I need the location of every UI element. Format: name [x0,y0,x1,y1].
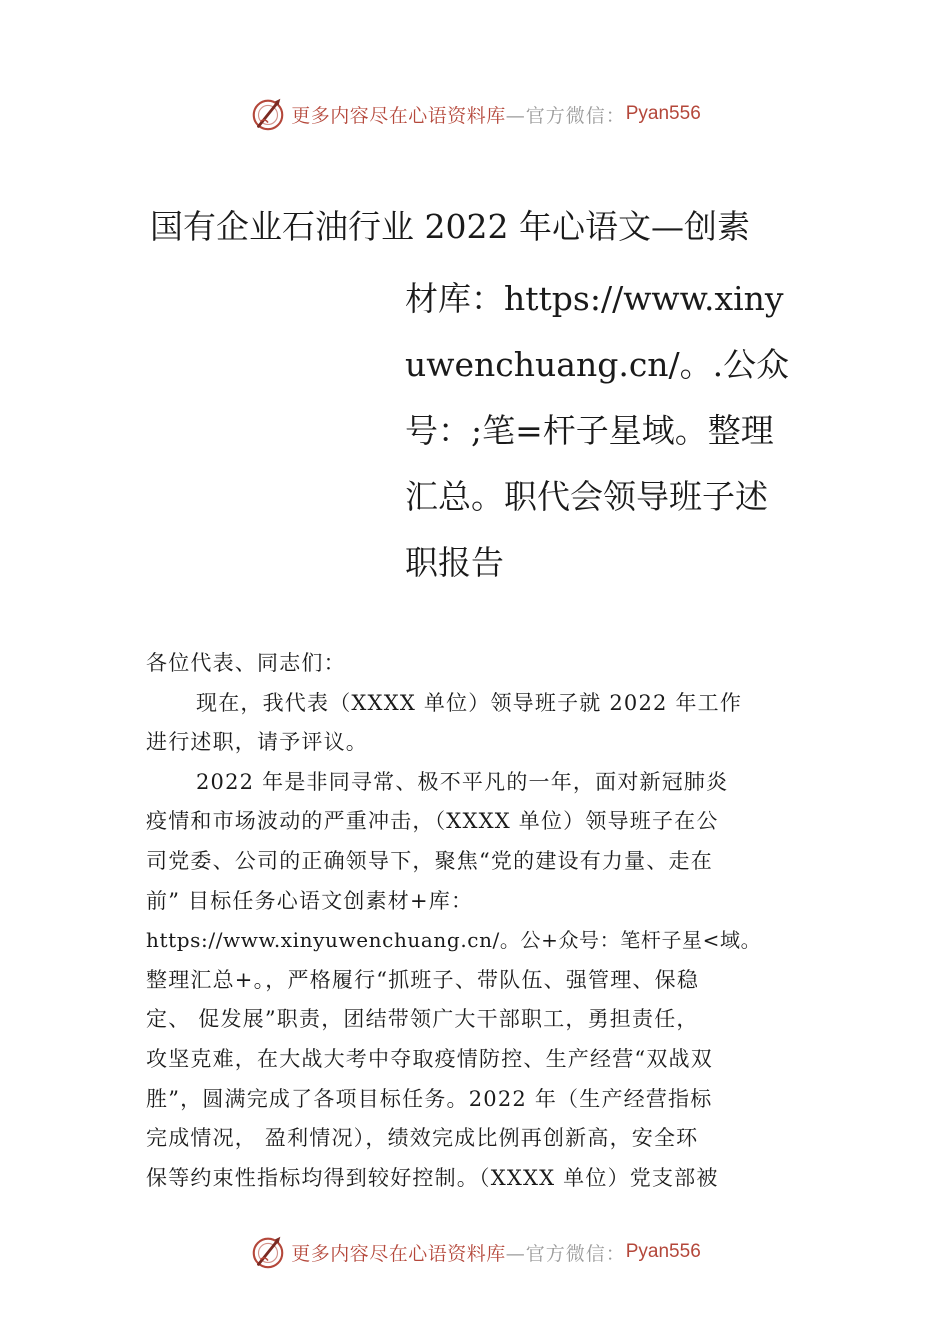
body-line: 进行述职，请予评议。 [146,730,368,755]
footer-banner [0,1230,950,1274]
banner-text: 更多内容尽在心语资料库 [291,1242,506,1265]
document-title-continuation [405,266,805,596]
title-line: 汇总。职代会领导班子述 [405,477,768,516]
banner-wechat-id: Pyan556 [625,1241,701,1262]
title-line: uwenchuang.cn/。.公众 [405,345,790,384]
body-line: 整理汇总+。，严格履行“抓班子、带队伍、强管理、保稳 [146,967,700,992]
body-line: 保等约束性指标均得到较好控制。（XXXX 单位）党支部被 [146,1165,719,1190]
body-line: 2022 年是非同寻常、极不平凡的一年，面对新冠肺炎 [196,769,729,794]
header-banner [0,92,950,136]
body-line: 完成情况， 盈利情况），绩效完成比例再创新高，安全环 [146,1126,699,1151]
document-title-line-1: 国有企业石油行业 2022 年心语文—创素 [150,207,750,246]
brush-logo-icon [249,95,287,133]
salutation: 各位代表、同志们： [146,651,346,675]
document-body [146,644,846,1198]
body-line: 司党委、公司的正确领导下，聚焦“党的建设有力量、走在 [146,848,713,873]
banner-separator: —官方微信： [505,1242,626,1265]
banner-separator: —官方微信： [505,104,626,127]
banner-wechat-id: Pyan556 [625,103,701,124]
title-line: 号：;笔=杆子星域。整理 [405,411,774,450]
body-line: 现在，我代表（XXXX 单位）领导班子就 2022 年工作 [196,690,743,715]
body-line: 胜”，圆满完成了各项目标任务。2022 年（生产经营指标 [146,1086,713,1111]
title-line: 职报告 [405,543,504,582]
brush-logo-icon [249,1233,287,1271]
body-line: 前” 目标任务心语文创素材+库： [146,888,474,913]
banner-text: 更多内容尽在心语资料库 [291,104,506,127]
body-line: 定、 促发展”职责，团结带领广大干部职工，勇担责任， [146,1007,699,1032]
body-line: https://www.xinyuwenchuang.cn/。公+众号：笔杆子星<域。 [146,928,762,953]
body-line: 疫情和市场波动的严重冲击，（XXXX 单位）领导班子在公 [146,809,719,834]
body-line: 攻坚克难，在大战大考中夺取疫情防控、生产经营“双战双 [146,1046,713,1071]
title-line: 材库：https://www.xiny [405,279,784,318]
